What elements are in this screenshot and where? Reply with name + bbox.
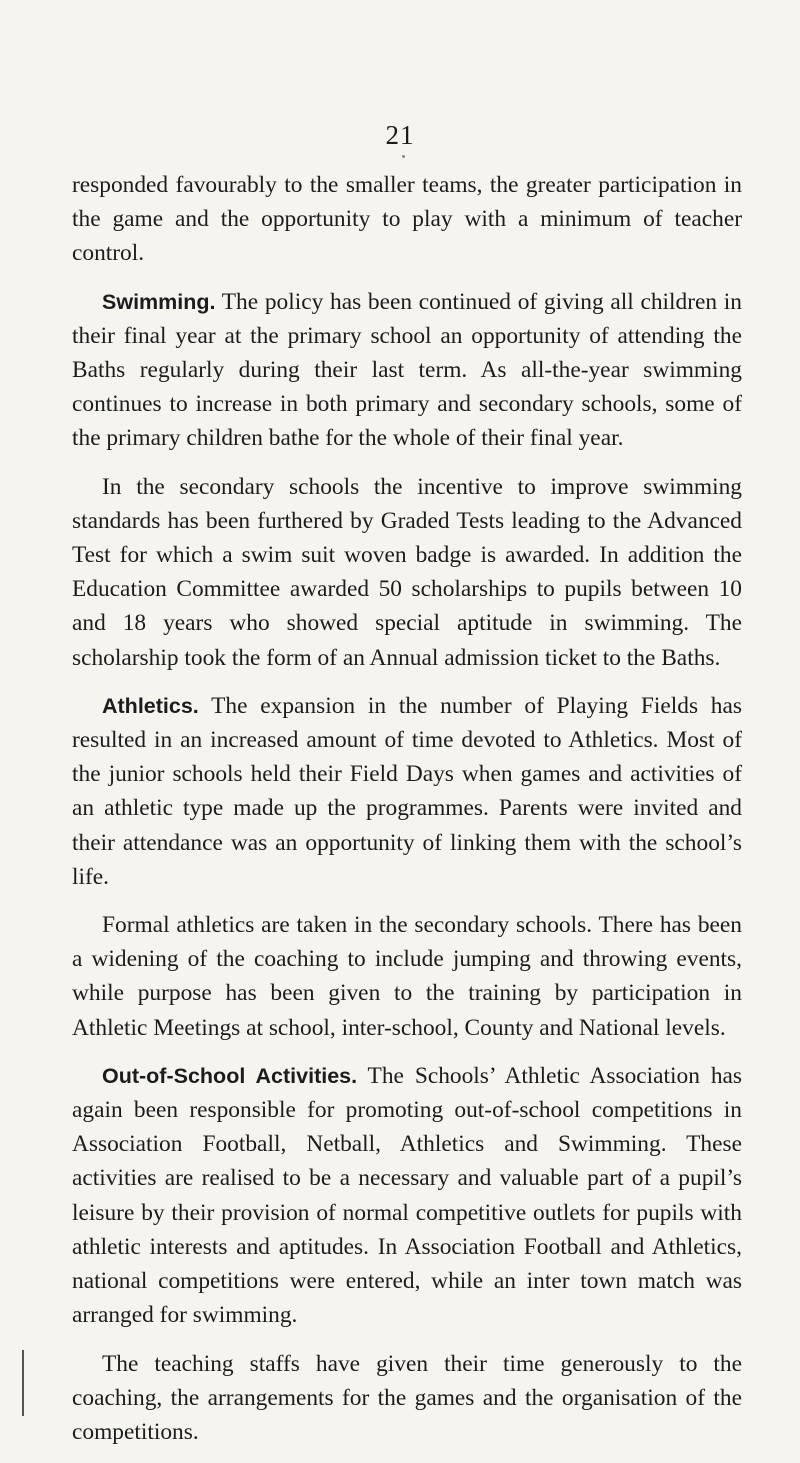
paragraph-text: responded favourably to the smaller teams, the greater participation in the game and the opportunity to play with a minimum of teacher control. xyxy=(72,172,742,267)
section-heading-out-of-school: Out-of-School Activities. xyxy=(102,1063,358,1088)
scan-margin-line xyxy=(22,1350,24,1416)
paragraph-continuation xyxy=(72,168,742,271)
page-number: 21 xyxy=(385,120,415,150)
paragraph-text: The Schools’ Athletic Association has again been responsible for promoting out-of-school competitions in Association Football, Netball, Athletics and Swimming. These activities are realised to be a necessary and valuable part of a pupil’s leisure by their provision of normal competitive outlets for pupils with athletic interests and aptitudes. In Association Football and Athletics, national competitions were entered, while an inter town match was arranged for swimming. xyxy=(72,1062,742,1329)
paragraph-swimming xyxy=(72,285,742,456)
paragraph-athletics xyxy=(72,689,742,894)
body-text xyxy=(72,168,742,1463)
section-heading-athletics: Athletics. xyxy=(102,693,199,718)
print-mark xyxy=(402,155,405,158)
paragraph-secondary-swimming xyxy=(72,470,742,675)
paragraph-text: The expansion in the number of Playing Fields has resulted in an increased amount of time devoted to Athletics. Most of the junior schools held their Field Days when games and activities of an athletic type made up the programmes. Parents were invited and their attendance was an opportunity of linking them with the school’s life. xyxy=(72,692,742,890)
paragraph-formal-athletics xyxy=(72,908,742,1045)
paragraph-out-of-school xyxy=(72,1059,742,1333)
paragraph-text: In the secondary schools the incentive to improve swimming standards has been furthered by Graded Tests leading to the Advanced Test for which a swim suit woven badge is awarded. In addition the Education Committee awarded 50 scholarships to pupils between 10 and 18 years who showed special aptitude in swimming. The scholarship took the form of an Annual admission ticket to the Baths. xyxy=(72,473,742,671)
section-heading-swimming: Swimming. xyxy=(102,289,216,314)
paragraph-text: The policy has been continued of giving all children in their final year at the primary school an opportunity of attending the Baths regularly during their last term. As all-the-year swimming continues to increase in both primary and secondary schools, some of the primary children bathe for the whole of their final year. xyxy=(72,288,742,452)
paragraph-text: The teaching staffs have given their time generously to the coaching, the arrangements for the games and the organisation of the competitions. xyxy=(72,1350,742,1445)
paragraph-text: Formal athletics are taken in the secondary schools. There has been a widening of the coaching to include jumping and throwing events, while purpose has been given to the training by participation in Athletic Meetings at school, inter-school, County and National levels. xyxy=(72,912,742,1041)
paragraph-teaching-staffs xyxy=(72,1347,742,1450)
